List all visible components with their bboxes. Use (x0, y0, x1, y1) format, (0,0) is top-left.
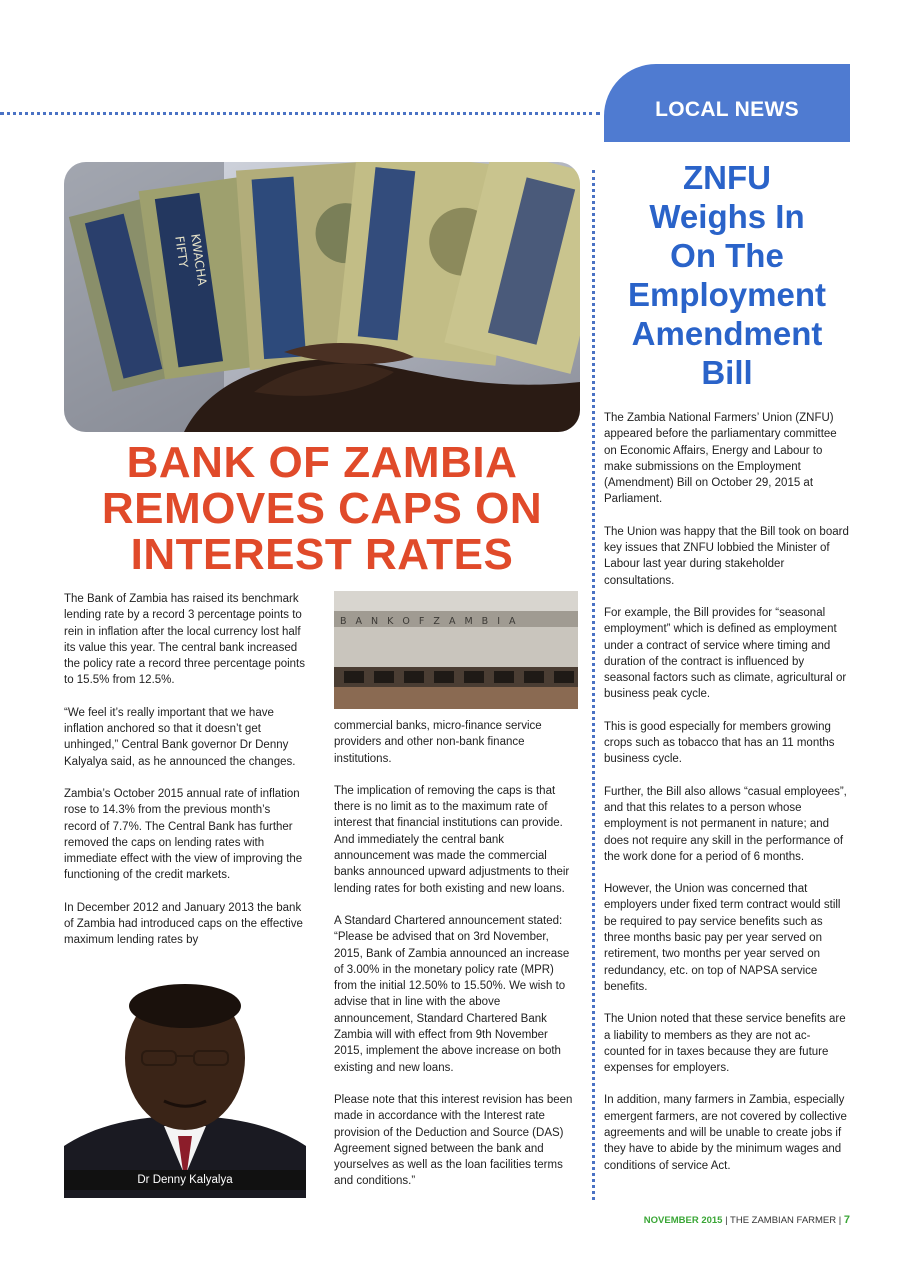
paragraph: However, the Union was concerned that employers under fixed term contract would still be required to pay service benefits such as three months basic pay per year served on retirement, two months per year served on redundancy, etc. on top of NAPSA service benefits. (604, 883, 841, 993)
banknotes-photo (64, 162, 580, 432)
headline-line-4: Employment (627, 276, 827, 313)
paragraph: The Union noted that these service benefits are a liability to members as they are not ac-counted for in taxes because they are future expenses for employers. (604, 1013, 846, 1075)
paragraph: Please note that this interest revision has been made in accordance with the Interest rate provision of the Deduction and Source (DAS) Agreement signed between the bank and yourselves as well as the loan facilities terms and conditions.” (334, 1093, 573, 1188)
photo-caption: Dr Denny Kalyalya (64, 1170, 306, 1190)
page-number: 7 (843, 1214, 850, 1226)
headline-bank-of-zambia (64, 440, 580, 578)
article-column-3 (604, 410, 850, 1190)
bank-building-photo (334, 591, 578, 709)
article-column-1 (64, 591, 306, 965)
paragraph: A Standard Chartered announcement stated: “Please be advised that on 3rd November, 2015, Bank of Zambia announced an increase of 3.00% in the monetary policy rate (MPR) from the initial 12.50% to 15.50%. We wish to advise that in line with the above announcement, Standard Chartered Bank Zambia will with effect from 9th November 2015, implement the above increase on both existing and new loans. (334, 914, 570, 1074)
headline-znfu (604, 158, 850, 392)
paragraph: commercial banks, micro-finance service providers and other non-bank finance institutions. (334, 720, 542, 765)
dotted-rule (0, 112, 600, 115)
headline-line-3: On The (670, 237, 784, 274)
paragraph: Zambia’s October 2015 annual rate of inflation rose to 14.3% from the previous month’s record of 7.7%. The Central Bank has further removed the caps on lending rates with immediate effect with the view of improving the functioning of the credit markets. (64, 787, 303, 882)
column-divider (592, 170, 595, 1200)
headline-line-2: Weighs In (649, 198, 805, 235)
paragraph: The Bank of Zambia has raised its benchmark lending rate by a record 3 percentage points to rein in inflation after the local currency lost half its value this year. The central bank increased the policy rate a record three percentage points to 15.5% from 12.5%. (64, 593, 306, 687)
headline-line-5: Amendment (631, 315, 823, 352)
bank-sign-text: B A N K O F Z A M B I A (340, 616, 519, 627)
paragraph: For example, the Bill provides for “seasonal employment” which is defined as employment under a contract of service where timing and duration of the contract is influenced by seasonal factors such as climate, agricultural or business peak cycle. (604, 606, 847, 701)
paragraph: Further, the Bill also allows “casual employees”, and that this relates to a person whose employment is not permanent in nature; and does not require any skill in the performance of the work done for a period of 6 months. (604, 785, 847, 863)
paragraph: The Zambia National Farmers’ Union (ZNFU) appeared before the parliamentary committee on Economic Affairs, Energy and Labour to make submissions on the Employment (Amendment) Bill on October 29, 2015 at Parliament. (604, 412, 837, 506)
paragraph: The Union was happy that the Bill took on board key issues that ZNFU lobbied the Minister of Labour last year during stakeholder consultations. (604, 525, 849, 587)
paragraph: The implication of removing the caps is that there is no limit as to the maximum rate of interest that financial institutions can provide. And immediately the central bank announcement was made the commercial banks announced upward adjustments to their lending rates for both existing and new loans. (334, 784, 570, 895)
governor-photo (64, 976, 306, 1198)
banknote-text-1: FIFTY (172, 235, 191, 269)
headline-line-3: INTEREST RATES (130, 530, 514, 579)
bank-building-illustration (334, 591, 578, 709)
footer-separator: | (725, 1215, 728, 1226)
paragraph: In December 2012 and January 2013 the bank of Zambia had introduced caps on the effective maximum lending rates by (64, 901, 303, 947)
banknote-text-2: KWACHA (188, 232, 210, 287)
governor-portrait (64, 976, 306, 1198)
banknotes-illustration (64, 162, 580, 432)
paragraph: In addition, many farmers in Zambia, especially emergent farmers, are not covered by collective agreements and will be unable to create jobs if they have to abide by the minimum wages and conditions of service Act. (604, 1094, 847, 1172)
footer-month: NOVEMBER 2015 (643, 1215, 723, 1226)
footer-publication: THE ZAMBIAN FARMER (730, 1215, 837, 1226)
headline-line-1: BANK OF ZAMBIA (126, 438, 518, 487)
section-tab: LOCAL NEWS (604, 64, 850, 142)
page-footer (560, 1214, 850, 1226)
footer-separator: | (838, 1215, 842, 1226)
article-column-2 (334, 718, 578, 1206)
headline-line-2: REMOVES CAPS ON (101, 484, 543, 533)
paragraph: This is good especially for members growing crops such as tobacco that has an 11 months business cycle. (604, 720, 835, 766)
headline-line-6: Bill (701, 354, 753, 391)
headline-line-1: ZNFU (683, 159, 771, 196)
paragraph: “We feel it’s really important that we have inflation anchored so that it doesn’t get unhinged,” Central Bank governor Dr Denny Kalyalya said, as he announced the changes. (64, 706, 296, 768)
